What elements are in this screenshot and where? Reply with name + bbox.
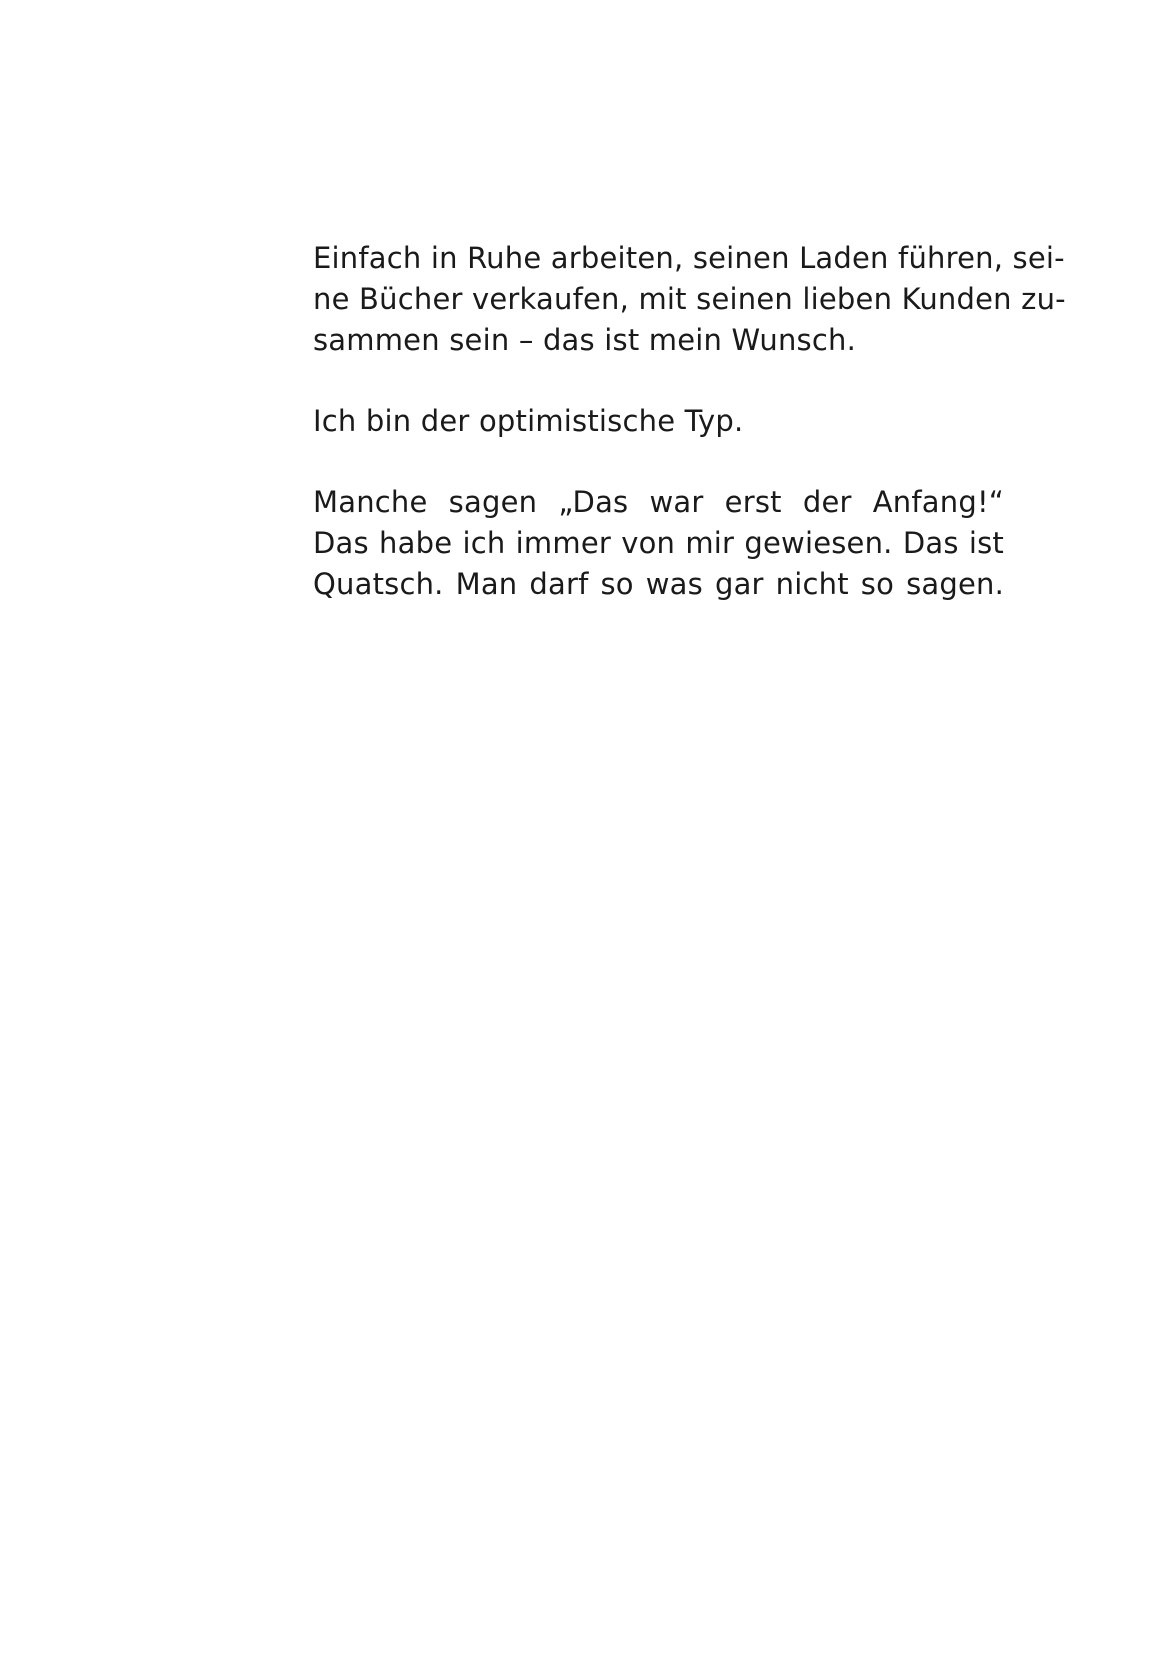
paragraph-3 [313, 482, 1004, 605]
paragraph-1 [313, 238, 1066, 361]
text-line: Quatsch. Man darf so was gar nicht so sagen. [313, 567, 1004, 601]
body-text [313, 238, 1066, 645]
text-line: sammen sein – das ist mein Wunsch. [313, 323, 857, 357]
text-line: Manche sagen „Das war erst der Anfang!“ [313, 485, 1004, 519]
paragraph-2 [313, 401, 1004, 442]
text-line: Das habe ich immer von mir gewiesen. Das ist [313, 526, 1004, 560]
text-line: Einfach in Ruhe arbeiten, seinen Laden führen, sei- [313, 241, 1065, 275]
text-line: Ich bin der optimistische Typ. [313, 404, 744, 438]
text-line: ne Bücher verkaufen, mit seinen lieben Kunden zu- [313, 282, 1066, 316]
